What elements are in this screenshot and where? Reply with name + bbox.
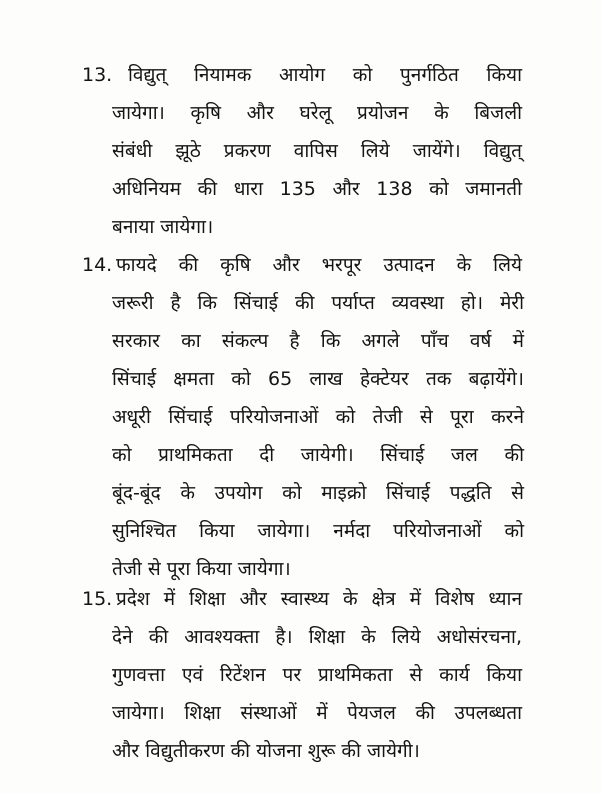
paragraph-line: जायेगा। कृषि और घरेलू प्रयोजन के बिजली bbox=[112, 102, 522, 124]
paragraph-line: फायदे की कृषि और भरपूर उत्पादन के लिये bbox=[116, 254, 522, 276]
paragraph-line: तेजी से पूरा किया जायेगा। bbox=[112, 558, 291, 580]
paragraph-line: को प्राथमिकता दी जायेगी। सिंचाई जल की bbox=[112, 444, 524, 466]
paragraph-line: विद्युत् नियामक आयोग को पुनर्गठित किया bbox=[128, 64, 522, 86]
list-item-15 bbox=[82, 580, 522, 770]
paragraph-line: बनाया जायेगा। bbox=[112, 216, 214, 238]
item-number: 13. bbox=[82, 64, 113, 86]
item-number: 14. bbox=[82, 254, 113, 276]
paragraph-line: अधिनियम की धारा 135 और 138 को जमानती bbox=[112, 178, 522, 200]
paragraph-line: प्रदेश में शिक्षा और स्वास्थ्य के क्षेत्र में विशेष ध्यान bbox=[116, 588, 522, 610]
paragraph-line: देने की आवश्यक्ता है। शिक्षा के लिये अधोसंरचना, bbox=[112, 626, 522, 648]
paragraph-line: सिंचाई क्षमता को 65 लाख हेक्टेयर तक बढ़ायेंगे। bbox=[112, 368, 524, 390]
paragraph-line: जरूरी है कि सिंचाई की पर्याप्त व्यवस्था हो। मेरी bbox=[112, 292, 524, 314]
paragraph-line: और विद्युतीकरण की योजना शुरू की जायेगी। bbox=[112, 740, 420, 762]
paragraph-line: बूंद-बूंद के उपयोग को माइक्रो सिंचाई पद्धति से bbox=[112, 482, 524, 504]
list-item-14 bbox=[82, 246, 522, 588]
paragraph-line: गुणवत्ता एवं रिटेंशन पर प्राथमिकता से कार्य किया bbox=[112, 664, 522, 686]
paragraph-line: संबंधी झूठे प्रकरण वापिस लिये जायेंगे। विद्युत् bbox=[112, 140, 522, 162]
list-item-13 bbox=[82, 56, 522, 246]
paragraph-line: जायेगा। शिक्षा संस्थाओं में पेयजल की उपलब्धता bbox=[112, 702, 522, 724]
paragraph-line: अधूरी सिंचाई परियोजनाओं को तेजी से पूरा करने bbox=[112, 406, 524, 428]
paragraph-line: सुनिश्चित किया जायेगा। नर्मदा परियोजनाओं को bbox=[112, 520, 524, 542]
paragraph-line: सरकार का संकल्प है कि अगले पाँच वर्ष में bbox=[112, 330, 524, 352]
item-number: 15. bbox=[82, 588, 113, 610]
